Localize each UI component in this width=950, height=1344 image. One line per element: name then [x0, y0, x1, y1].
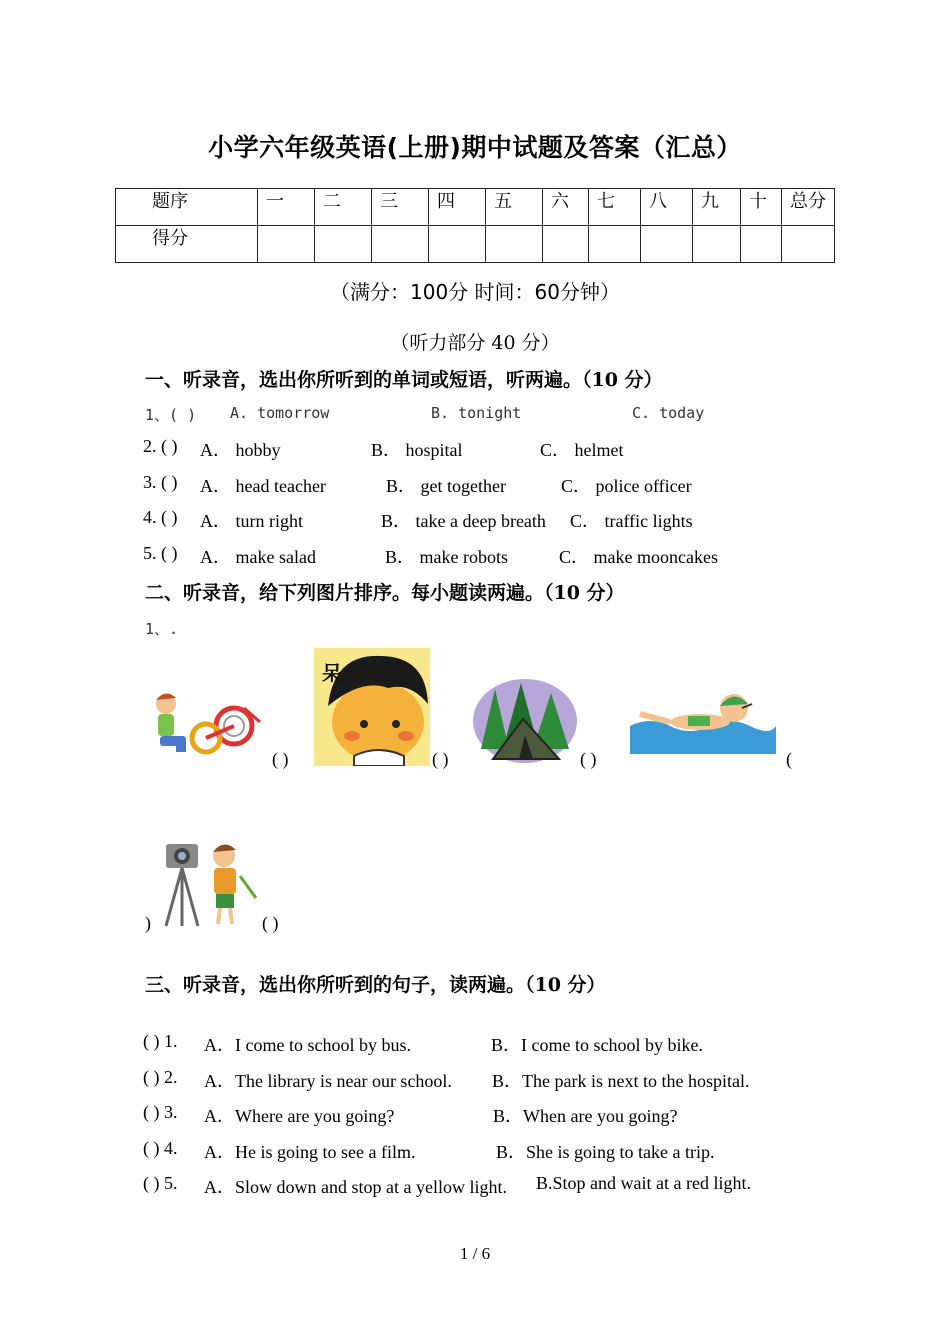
table-cell: 得分 — [116, 226, 258, 263]
score-input-cell[interactable] — [693, 226, 741, 263]
table-cell: 一 — [258, 189, 315, 226]
table-cell: 五 — [486, 189, 543, 226]
answer-blank[interactable]: ( ) — [272, 749, 289, 769]
option-c: C． traffic lights — [570, 511, 693, 531]
question-number: ( ) 5. — [143, 1173, 178, 1193]
option-a: A．The library is near our school. — [204, 1071, 452, 1091]
option-b: B．When are you going? — [493, 1106, 678, 1126]
section2-title: 二、听录音，给下列图片排序。每小题读两遍。（10 分） — [145, 582, 625, 604]
option-b: B． take a deep breath — [381, 511, 546, 531]
section3-title: 三、听录音，选出你所听到的句子，读两遍。（10 分） — [145, 974, 606, 996]
option-b: B． make robots — [385, 547, 508, 567]
score-input-cell[interactable] — [782, 226, 835, 263]
table-cell: 九 — [693, 189, 741, 226]
score-input-cell[interactable] — [741, 226, 782, 263]
option-a: A．I come to school by bus. — [204, 1035, 411, 1055]
score-input-cell[interactable] — [486, 226, 543, 263]
answer-blank[interactable]: ( ) — [432, 749, 449, 769]
svg-text:呆: 呆 — [322, 661, 342, 685]
page-title: 小学六年级英语(上册)期中试题及答案（汇总） — [208, 133, 742, 162]
question-number: 5. ( ) — [143, 543, 178, 563]
option-a: A． head teacher — [200, 476, 326, 496]
page-number: 1 / 6 — [459, 1244, 491, 1263]
option-a: A． hobby — [200, 440, 281, 460]
score-input-cell[interactable] — [589, 226, 641, 263]
table-cell: 十 — [741, 189, 782, 226]
score-input-cell[interactable] — [372, 226, 429, 263]
option-c: C. today — [632, 404, 705, 422]
answer-open-paren: ( — [786, 749, 792, 769]
option-a: A． make salad — [200, 547, 316, 567]
option-c: C． police officer — [561, 476, 692, 496]
question-number: 1、. — [145, 620, 179, 638]
table-cell: 三 — [372, 189, 429, 226]
photographer-picture — [160, 836, 260, 930]
option-a: A．He is going to see a film. — [204, 1142, 416, 1162]
option-b: B． hospital — [371, 440, 463, 460]
listening-heading: （听力部分 40 分） — [390, 332, 560, 354]
question-number: ( ) 1. — [143, 1031, 178, 1051]
option-c: C． helmet — [540, 440, 624, 460]
option-b: B.Stop and wait at a red light. — [536, 1173, 751, 1193]
option-a: A．Slow down and stop at a yellow light. — [204, 1177, 507, 1197]
table-cell: 二 — [315, 189, 372, 226]
score-input-cell[interactable] — [641, 226, 693, 263]
question-number: 3. ( ) — [143, 472, 178, 492]
option-b: B． get together — [386, 476, 506, 496]
question-number: 4. ( ) — [143, 507, 178, 527]
score-table-header-row — [116, 189, 835, 226]
option-a: A．Where are you going? — [204, 1106, 395, 1126]
section1-title: 一、听录音，选出你所听到的单词或短语，听两遍。（10 分） — [145, 369, 663, 391]
option-a: A. tomorrow — [230, 404, 330, 422]
question-number: ( ) 3. — [143, 1102, 178, 1122]
answer-close-paren: ) — [145, 913, 151, 933]
score-table-score-row — [116, 226, 835, 263]
option-b: B．The park is next to the hospital. — [492, 1071, 750, 1091]
answer-blank[interactable]: ( ) — [580, 749, 597, 769]
score-input-cell[interactable] — [315, 226, 372, 263]
score-input-cell[interactable] — [258, 226, 315, 263]
option-b: B. tonight — [431, 404, 522, 422]
score-table — [115, 188, 835, 263]
table-cell: 题序 — [116, 189, 258, 226]
table-cell: 八 — [641, 189, 693, 226]
question-number: 1、( ) — [145, 406, 197, 424]
surprised-boy-picture — [314, 648, 430, 766]
question-number: 2. ( ) — [143, 436, 178, 456]
score-input-cell[interactable] — [543, 226, 589, 263]
table-cell: 七 — [589, 189, 641, 226]
question-number: ( ) 4. — [143, 1138, 178, 1158]
option-a: A． turn right — [200, 511, 303, 531]
table-cell: 六 — [543, 189, 589, 226]
question-number: ( ) 2. — [143, 1067, 178, 1087]
answer-blank[interactable]: ( ) — [262, 913, 279, 933]
option-b: B．She is going to take a trip. — [496, 1142, 715, 1162]
option-c: C． make mooncakes — [559, 547, 718, 567]
option-b: B．I come to school by bike. — [491, 1035, 703, 1055]
table-cell: 四 — [429, 189, 486, 226]
table-cell: 总分 — [782, 189, 835, 226]
swimmer-picture — [630, 686, 776, 754]
bike-fall-picture — [148, 686, 266, 764]
exam-info: （满分：100分 时间：60分钟） — [330, 280, 620, 304]
score-input-cell[interactable] — [429, 226, 486, 263]
tent-picture — [473, 679, 577, 765]
